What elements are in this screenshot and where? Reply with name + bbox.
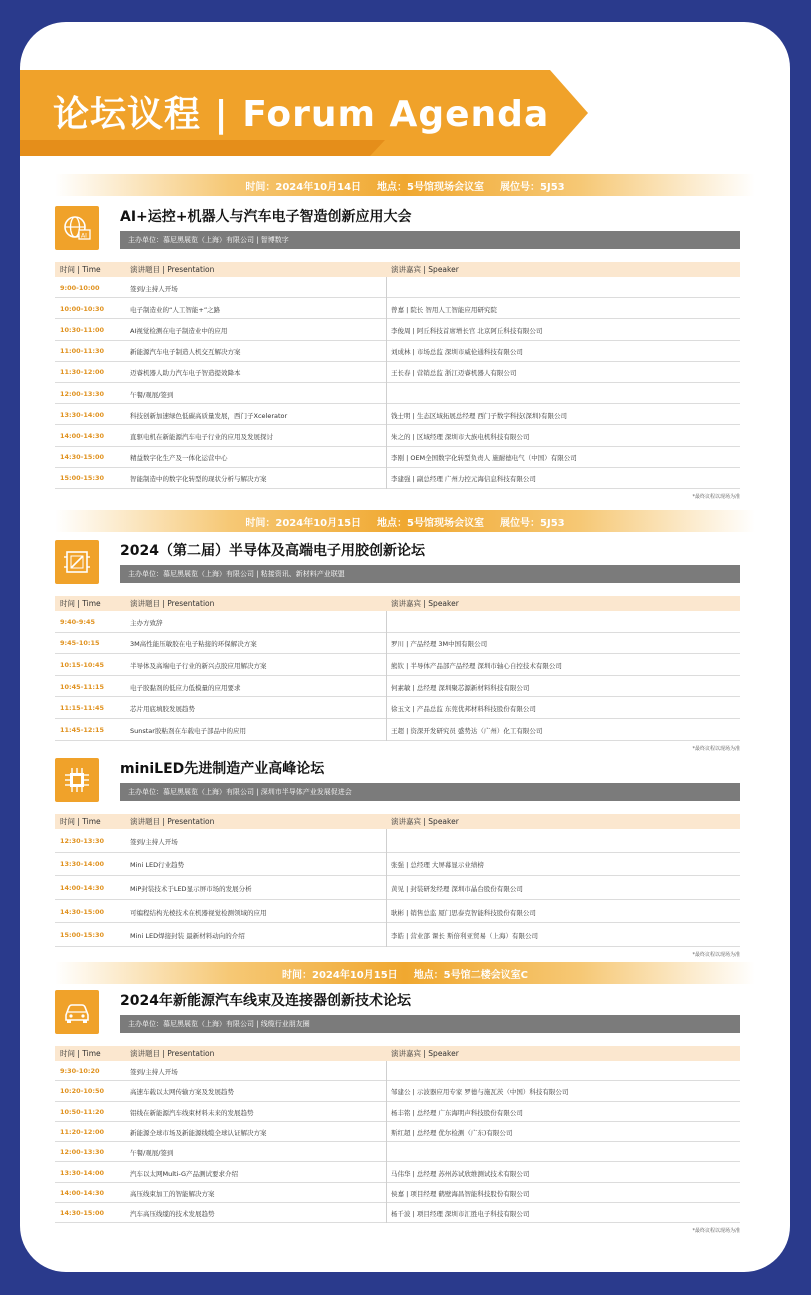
row-time: 10:20-10:50 bbox=[60, 1087, 105, 1096]
agenda-row bbox=[55, 1102, 740, 1122]
row-presentation: 高压线束加工的智能解决方案 bbox=[130, 1189, 215, 1198]
row-time: 14:30-15:00 bbox=[60, 1209, 105, 1218]
row-presentation: AI视觉检测在电子制造业中的应用 bbox=[130, 326, 228, 335]
row-presentation: 高速车载以太网传输方案及发展趋势 bbox=[130, 1088, 234, 1097]
agenda-row bbox=[55, 853, 740, 877]
agenda-note: *最终议程以现场为准 bbox=[692, 1228, 740, 1235]
row-speaker: 何素敏 | 总经理 深圳聚芯源新材料科技有限公司 bbox=[391, 683, 530, 692]
row-presentation: 电子胶黏剂的低应力低模量的应用要求 bbox=[130, 683, 241, 692]
row-presentation: 新能源全球市场及新能源线缆全球认证解决方案 bbox=[130, 1129, 267, 1138]
agenda-row bbox=[55, 923, 740, 947]
row-presentation: 精益数字化生产及一体化运营中心 bbox=[130, 454, 228, 463]
agenda-row bbox=[55, 719, 740, 741]
row-speaker: 李刚 | OEM全国数字化转型负责人 施耐德电气（中国）有限公司 bbox=[391, 454, 577, 463]
svg-text:AI: AI bbox=[81, 232, 87, 240]
timebar-3 bbox=[55, 962, 755, 984]
row-time: 15:00-15:30 bbox=[60, 931, 105, 940]
forum-title: 2024（第二届）半导体及高端电子用胶创新论坛 bbox=[120, 543, 425, 559]
agenda-row bbox=[55, 1122, 740, 1142]
header-presentation: 演讲题目 | Presentation bbox=[130, 265, 215, 274]
timebar-booth: 展位号：5J53 bbox=[500, 181, 565, 193]
header-speaker: 演讲嘉宾 | Speaker bbox=[391, 1049, 459, 1058]
row-time: 11:45-12:15 bbox=[60, 725, 105, 734]
row-speaker: 杨丰铭 | 总经理 广东海明声科技股份有限公司 bbox=[391, 1108, 523, 1117]
row-speaker: 黄见 | 封装研发经理 深圳市晶台股份有限公司 bbox=[391, 884, 523, 893]
header-presentation: 演讲题目 | Presentation bbox=[130, 817, 215, 826]
timebar-place: 地点：5号馆现场会议室 bbox=[377, 181, 485, 193]
header-speaker: 演讲嘉宾 | Speaker bbox=[391, 599, 459, 608]
agenda-card bbox=[20, 22, 790, 1272]
row-presentation: 主办方致辞 bbox=[130, 618, 163, 627]
agenda-table-header bbox=[55, 814, 740, 829]
row-presentation: 电子制造业的“人工智能+”之路 bbox=[130, 305, 221, 314]
row-presentation: 芯片用底填胶发展趋势 bbox=[130, 705, 195, 714]
row-speaker: 李皓 | 营业部 课长 斯倍利亚贸易（上海）有限公司 bbox=[391, 932, 538, 941]
row-speaker: 徐玉文 | 产品总监 东莞优邦材料科技股份有限公司 bbox=[391, 705, 536, 714]
timebar-place: 地点：5号馆现场会议室 bbox=[377, 517, 485, 529]
header-speaker: 演讲嘉宾 | Speaker bbox=[391, 817, 459, 826]
row-speaker: 斯红超 | 总经理 优尔检测（广东)有限公司 bbox=[391, 1129, 513, 1138]
forum-organizer: 主办单位：慕尼黑展览（上海）有限公司 | 智博数字 bbox=[120, 231, 740, 249]
agenda-row bbox=[55, 425, 740, 446]
row-time: 9:40-9:45 bbox=[60, 617, 96, 626]
row-presentation: Mini LED焊接封装 最新材料动向的介绍 bbox=[130, 932, 245, 941]
forum-organizer: 主办单位：慕尼黑展览（上海）有限公司 | 深圳市半导体产业发展促进会 bbox=[120, 783, 740, 801]
row-time: 13:30-14:00 bbox=[60, 1168, 105, 1177]
row-presentation: 直驱电机在新能源汽车电子行业的应用及发展探讨 bbox=[130, 432, 273, 441]
row-presentation: 铝线在新能源汽车线束材料未来的发展趋势 bbox=[130, 1108, 254, 1117]
agenda-row bbox=[55, 447, 740, 468]
chip-adhesive-icon bbox=[55, 540, 99, 584]
agenda-row bbox=[55, 1183, 740, 1203]
column-divider bbox=[386, 277, 387, 489]
row-presentation: 迈睿机器人助力汽车电子智造提效降本 bbox=[130, 369, 241, 378]
car-icon bbox=[55, 990, 99, 1034]
row-presentation: 午餐/观展/签到 bbox=[130, 1149, 174, 1158]
timebar-time: 时间：2024年10月15日 bbox=[282, 969, 398, 981]
agenda-row bbox=[55, 697, 740, 719]
column-divider bbox=[386, 829, 387, 947]
agenda-row bbox=[55, 611, 740, 633]
agenda-row bbox=[55, 362, 740, 383]
led-chip-icon bbox=[55, 758, 99, 802]
row-time: 13:30-14:00 bbox=[60, 410, 105, 419]
row-speaker: 李建强 | 副总经理 广州力控元海信息科技有限公司 bbox=[391, 475, 536, 484]
row-speaker: 侯嘉 | 项目经理 鹤壁海昌智能科技股份有限公司 bbox=[391, 1189, 530, 1198]
row-speaker: 李俊周 | 阿丘科技首席增长官 北京阿丘科技有限公司 bbox=[391, 326, 543, 335]
row-time: 12:30-13:30 bbox=[60, 836, 105, 845]
row-speaker: 王超 | 资深开发研究员 盛势达（广州）化工有限公司 bbox=[391, 726, 543, 735]
row-time: 12:00-13:30 bbox=[60, 1148, 105, 1157]
timebar-booth: 展位号：5J53 bbox=[500, 517, 565, 529]
timebar-1 bbox=[55, 174, 755, 196]
forum-title: miniLED先进制造产业高峰论坛 bbox=[120, 761, 325, 777]
agenda-row bbox=[55, 1061, 740, 1081]
forum-organizer: 主办单位：慕尼黑展览（上海）有限公司 | 线缆行业朋友圈 bbox=[120, 1015, 740, 1033]
agenda-row bbox=[55, 876, 740, 900]
row-presentation: 汽车以太网Multi-G产品测试要求介绍 bbox=[130, 1169, 239, 1178]
agenda-row bbox=[55, 829, 740, 853]
row-presentation: 智能制造中的数字化转型的现状分析与解决方案 bbox=[130, 475, 267, 484]
header-time: 时间 | Time bbox=[60, 599, 101, 608]
row-presentation: MiP封装技术于LED显示屏市场的发展分析 bbox=[130, 884, 252, 893]
agenda-row bbox=[55, 1163, 740, 1183]
row-time: 11:00-11:30 bbox=[60, 347, 105, 356]
row-time: 9:45-10:15 bbox=[60, 639, 100, 648]
timebar-time: 时间：2024年10月15日 bbox=[245, 517, 362, 529]
row-time: 13:30-14:00 bbox=[60, 860, 105, 869]
row-presentation: 汽车高压线缆的技术发展趋势 bbox=[130, 1210, 215, 1219]
row-presentation: 签到/主持人开场 bbox=[130, 837, 178, 846]
agenda-row bbox=[55, 319, 740, 340]
header-presentation: 演讲题目 | Presentation bbox=[130, 1049, 215, 1058]
globe-ai-icon bbox=[55, 206, 99, 250]
header-presentation: 演讲题目 | Presentation bbox=[130, 599, 215, 608]
row-speaker: 熊钦 | 半导体产品部产品经理 深圳市轴心自控技术有限公司 bbox=[391, 661, 562, 670]
forum-title: 2024年新能源汽车线束及连接器创新技术论坛 bbox=[120, 993, 411, 1009]
agenda-row bbox=[55, 468, 740, 489]
row-time: 10:15-10:45 bbox=[60, 660, 105, 669]
header-time: 时间 | Time bbox=[60, 817, 101, 826]
header-time: 时间 | Time bbox=[60, 1049, 101, 1058]
row-time: 14:30-15:00 bbox=[60, 453, 105, 462]
agenda-row bbox=[55, 341, 740, 362]
row-speaker: 曾嘉 | 院长 智用人工智能应用研究院 bbox=[391, 305, 497, 314]
row-presentation: 科技创新加速绿色低碳高质量发展，西门子Xcelerator bbox=[130, 411, 288, 420]
row-presentation: 签到/主持人开场 bbox=[130, 1068, 178, 1077]
row-presentation: 签到/主持人开场 bbox=[130, 284, 178, 293]
row-presentation: 半导体及高端电子行业的新兴点胶应用解决方案 bbox=[130, 661, 267, 670]
row-time: 14:00-14:30 bbox=[60, 1188, 105, 1197]
header-speaker: 演讲嘉宾 | Speaker bbox=[391, 265, 459, 274]
row-speaker: 刘成林 | 市场总监 深圳市威伦通科技有限公司 bbox=[391, 348, 523, 357]
row-time: 11:15-11:45 bbox=[60, 704, 105, 713]
row-speaker: 耿彬 | 销售总监 厦门思泰克智能科技股份有限公司 bbox=[391, 908, 536, 917]
forum-title: AI+运控+机器人与汽车电子智造创新应用大会 bbox=[120, 209, 412, 225]
agenda-row bbox=[55, 900, 740, 924]
row-presentation: Mini LED行业趋势 bbox=[130, 861, 185, 870]
column-divider bbox=[386, 1061, 387, 1223]
agenda-note: *最终议程以现场为准 bbox=[692, 745, 740, 752]
row-presentation: 可编程结构光棱技术在机器视觉检测领域的应用 bbox=[130, 908, 267, 917]
row-time: 9:00-10:00 bbox=[60, 283, 100, 292]
agenda-table-header bbox=[55, 596, 740, 611]
agenda-row bbox=[55, 404, 740, 425]
banner-title: 论坛议程 | Forum Agenda bbox=[53, 94, 550, 135]
row-speaker: 马伟华 | 总经理 苏州苏试欣维测试技术有限公司 bbox=[391, 1169, 530, 1178]
agenda-row bbox=[55, 277, 740, 298]
row-time: 10:00-10:30 bbox=[60, 304, 105, 313]
row-speaker: 邹建公 | 示波器应用专家 罗德与施瓦茨（中国）科技有限公司 bbox=[391, 1088, 569, 1097]
agenda-row bbox=[55, 383, 740, 404]
agenda-note: *最终议程以现场为准 bbox=[692, 494, 740, 500]
row-time: 15:00-15:30 bbox=[60, 474, 105, 483]
row-speaker: 杨千波 | 项目经理 深圳市汇胜电子科技有限公司 bbox=[391, 1210, 530, 1219]
timebar-2 bbox=[55, 510, 755, 532]
timebar-place: 地点：5号馆二楼会议室C bbox=[413, 969, 528, 981]
agenda-row bbox=[55, 1203, 740, 1223]
agenda-row bbox=[55, 654, 740, 676]
agenda-row bbox=[55, 1081, 740, 1101]
row-time: 10:45-11:15 bbox=[60, 682, 105, 691]
agenda-row bbox=[55, 298, 740, 319]
agenda-banner bbox=[20, 70, 590, 156]
row-time: 9:30-10:20 bbox=[60, 1067, 100, 1076]
row-speaker: 钱士明 | 生态区域拓展总经理 西门子数字科技(深圳)有限公司 bbox=[391, 411, 567, 420]
agenda-row bbox=[55, 1142, 740, 1162]
row-presentation: 3M高性能压敏胶在电子粘接的环保解决方案 bbox=[130, 640, 257, 649]
agenda-table-header bbox=[55, 1046, 740, 1061]
row-presentation: 午餐/观展/签到 bbox=[130, 390, 174, 399]
row-speaker: 朱之的 | 区域经理 深圳市大族电机科技有限公司 bbox=[391, 432, 530, 441]
forum-organizer: 主办单位：慕尼黑展览（上海）有限公司 | 粘接资讯、新材料产业联盟 bbox=[120, 565, 740, 583]
row-speaker: 王长春 | 营销总监 浙江迈睿机器人有限公司 bbox=[391, 369, 517, 378]
row-presentation: 新能源汽车电子制造人机交互解决方案 bbox=[130, 348, 241, 357]
row-time: 11:30-12:00 bbox=[60, 368, 105, 377]
agenda-note: *最终议程以现场为准 bbox=[692, 952, 740, 958]
agenda-row bbox=[55, 676, 740, 698]
row-presentation: Sunstar胶粘剂在车载电子部品中的应用 bbox=[130, 726, 246, 735]
row-time: 12:00-13:30 bbox=[60, 389, 105, 398]
row-time: 11:20-12:00 bbox=[60, 1128, 105, 1137]
row-speaker: 张强 | 总经理 大屏幕显示业绩榜 bbox=[391, 861, 484, 870]
row-time: 10:50-11:20 bbox=[60, 1107, 105, 1116]
header-time: 时间 | Time bbox=[60, 265, 101, 274]
column-divider bbox=[386, 611, 387, 741]
row-time: 14:00-14:30 bbox=[60, 883, 105, 892]
row-speaker: 罗川 | 产品经理 3M中国有限公司 bbox=[391, 640, 488, 649]
timebar-time: 时间：2024年10月14日 bbox=[245, 181, 362, 193]
agenda-table-header bbox=[55, 262, 740, 277]
agenda-row bbox=[55, 633, 740, 655]
row-time: 14:00-14:30 bbox=[60, 431, 105, 440]
row-time: 10:30-11:00 bbox=[60, 325, 105, 334]
row-time: 14:30-15:00 bbox=[60, 907, 105, 916]
